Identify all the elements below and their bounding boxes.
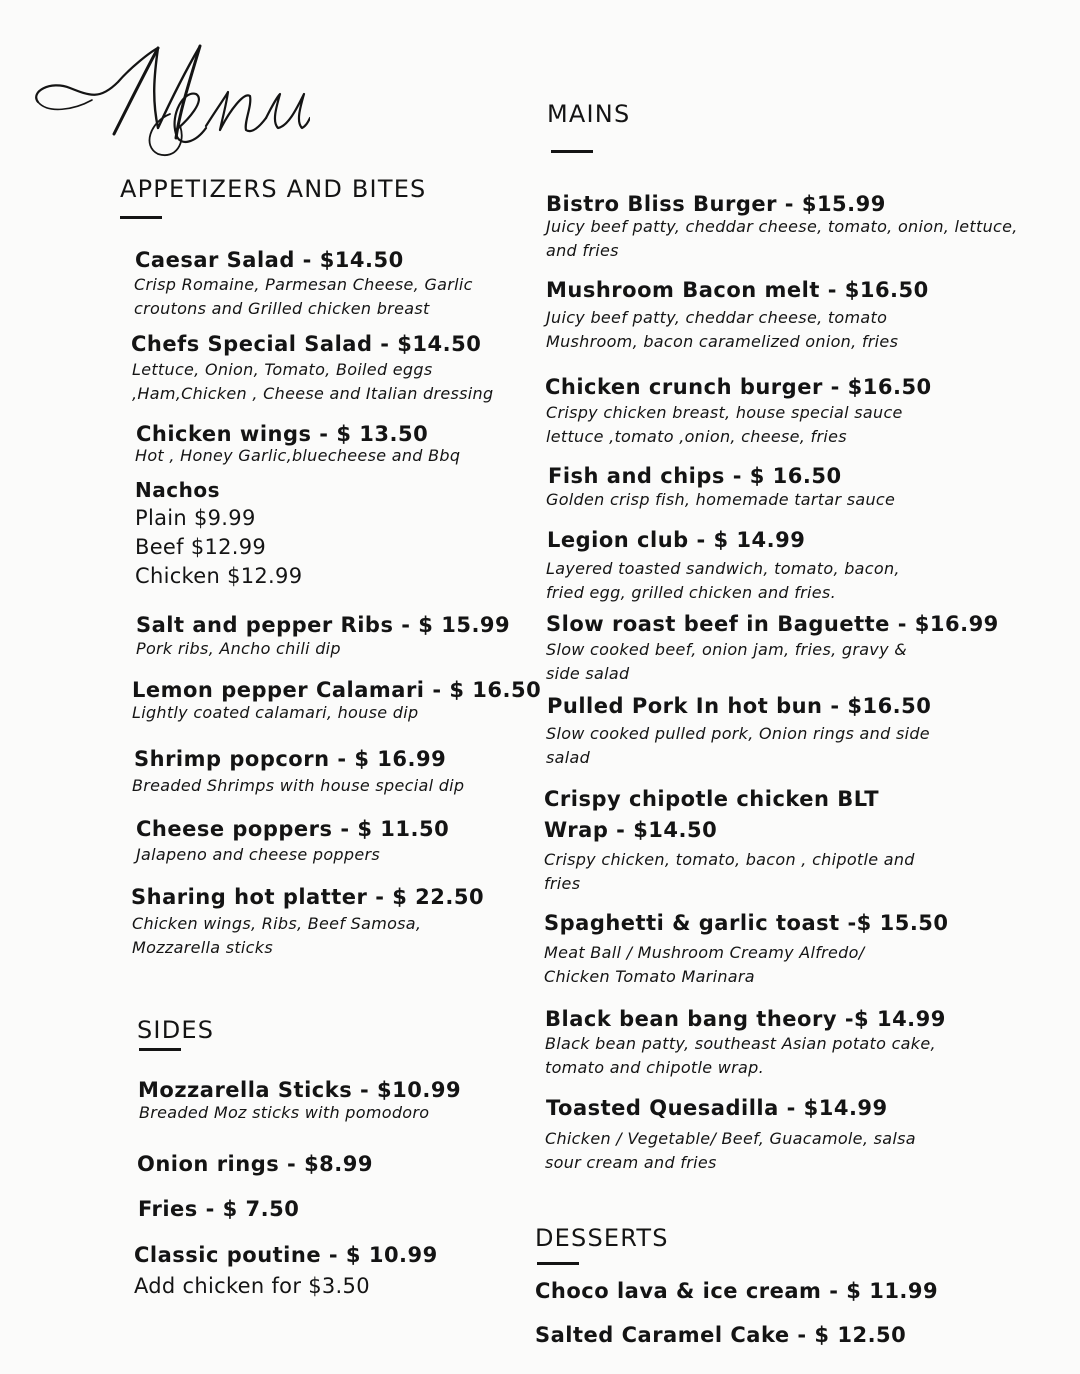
menu-item-name: Lemon pepper Calamari - $ 16.50 [132, 678, 542, 702]
menu-item-name: Mushroom Bacon melt - $16.50 [546, 278, 929, 302]
menu-item-name: Salted Caramel Cake - $ 12.50 [535, 1323, 907, 1347]
menu-item-name: Mozzarella Sticks - $10.99 [138, 1078, 462, 1102]
menu-item-description: Meat Ball / Mushroom Creamy Alfredo/ Chicken Tomato Marinara [544, 943, 865, 986]
menu-item-name: Black bean bang theory -$ 14.99 [545, 1007, 946, 1031]
menu-item-description: Crispy chicken, tomato, bacon , chipotle and fries [544, 850, 915, 893]
menu-item-name: Pulled Pork In hot bun - $16.50 [547, 694, 932, 718]
menu-item-name-line-2: Wrap - $14.50 [544, 818, 718, 842]
menu-item-description: Crisp Romaine, Parmesan Cheese, Garlic croutons and Grilled chicken breast [134, 275, 473, 318]
menu-item-description: Pork ribs, Ancho chili dip [136, 639, 341, 658]
menu-script-title [30, 30, 310, 165]
menu-item-note: Add chicken for $3.50 [134, 1274, 370, 1298]
nachos-option: Chicken $12.99 [135, 564, 303, 588]
menu-item-name: Chicken wings - $ 13.50 [136, 422, 429, 446]
menu-item-description: Breaded Moz sticks with pomodoro [139, 1103, 430, 1122]
menu-item-description: Juicy beef patty, cheddar cheese, tomato Mushroom, bacon caramelized onion, fries [546, 308, 899, 351]
menu-item-description: Slow cooked beef, onion jam, fries, gravy & side salad [546, 640, 908, 683]
nachos-option: Plain $9.99 [135, 506, 256, 530]
menu-item-description: Golden crisp fish, homemade tartar sauce [546, 490, 896, 509]
menu-item-description: Juicy beef patty, cheddar cheese, tomato, onion, lettuce, and fries [546, 217, 1018, 260]
menu-item-name: Caesar Salad - $14.50 [135, 248, 404, 272]
menu-item-name: Fries - $ 7.50 [138, 1197, 300, 1221]
menu-item-name: Slow roast beef in Baguette - $16.99 [546, 612, 999, 636]
menu-item-name: Onion rings - $8.99 [137, 1152, 373, 1176]
menu-item-name: Shrimp popcorn - $ 16.99 [134, 747, 447, 771]
menu-item-name: Cheese poppers - $ 11.50 [136, 817, 450, 841]
sides-heading-rule [139, 1048, 181, 1051]
menu-item-name: Bistro Bliss Burger - $15.99 [546, 192, 886, 216]
menu-item-name: Nachos [135, 478, 220, 502]
menu-item-name: Classic poutine - $ 10.99 [134, 1243, 438, 1267]
menu-item-description: Hot , Honey Garlic,bluecheese and Bbq [135, 446, 461, 465]
menu-item-name: Chicken crunch burger - $16.50 [545, 375, 932, 399]
menu-item-description: Crispy chicken breast, house special sauce lettuce ,tomato ,onion, cheese, fries [546, 403, 903, 446]
menu-item-description: Lightly coated calamari, house dip [132, 703, 419, 722]
menu-item-description: Slow cooked pulled pork, Onion rings and side salad [546, 724, 930, 767]
menu-item-description: Jalapeno and cheese poppers [136, 845, 380, 864]
menu-item-description: Lettuce, Onion, Tomato, Boiled eggs ,Ham,Chicken , Cheese and Italian dressing [132, 360, 494, 403]
menu-item-description: Chicken wings, Ribs, Beef Samosa, Mozzarella sticks [132, 914, 422, 957]
appetizers-heading-rule [120, 216, 162, 219]
menu-item-name: Salt and pepper Ribs - $ 15.99 [136, 613, 511, 637]
menu-item-name: Toasted Quesadilla - $14.99 [546, 1096, 888, 1120]
sides-heading: SIDES [137, 1016, 215, 1044]
menu-item-name: Legion club - $ 14.99 [547, 528, 806, 552]
menu-item-name: Fish and chips - $ 16.50 [548, 464, 842, 488]
menu-item-name: Sharing hot platter - $ 22.50 [131, 885, 485, 909]
menu-item-description: Breaded Shrimps with house special dip [132, 776, 465, 795]
desserts-heading-rule [537, 1262, 579, 1265]
menu-item-description: Black bean patty, southeast Asian potato cake, tomato and chipotle wrap. [545, 1034, 936, 1077]
menu-item-name: Chefs Special Salad - $14.50 [131, 332, 482, 356]
menu-item-description: Layered toasted sandwich, tomato, bacon, fried egg, grilled chicken and fries. [546, 559, 900, 602]
mains-heading-rule [551, 150, 593, 153]
appetizers-heading: APPETIZERS AND BITES [120, 175, 427, 203]
mains-heading: MAINS [547, 100, 631, 128]
menu-item-name: Crispy chipotle chicken BLT [544, 787, 880, 811]
menu-item-description: Chicken / Vegetable/ Beef, Guacamole, salsa sour cream and fries [545, 1129, 916, 1172]
nachos-option: Beef $12.99 [135, 535, 267, 559]
desserts-heading: DESSERTS [535, 1224, 669, 1252]
menu-item-name: Spaghetti & garlic toast -$ 15.50 [544, 911, 949, 935]
menu-item-name: Choco lava & ice cream - $ 11.99 [535, 1279, 939, 1303]
menu-script-logo [30, 30, 310, 165]
